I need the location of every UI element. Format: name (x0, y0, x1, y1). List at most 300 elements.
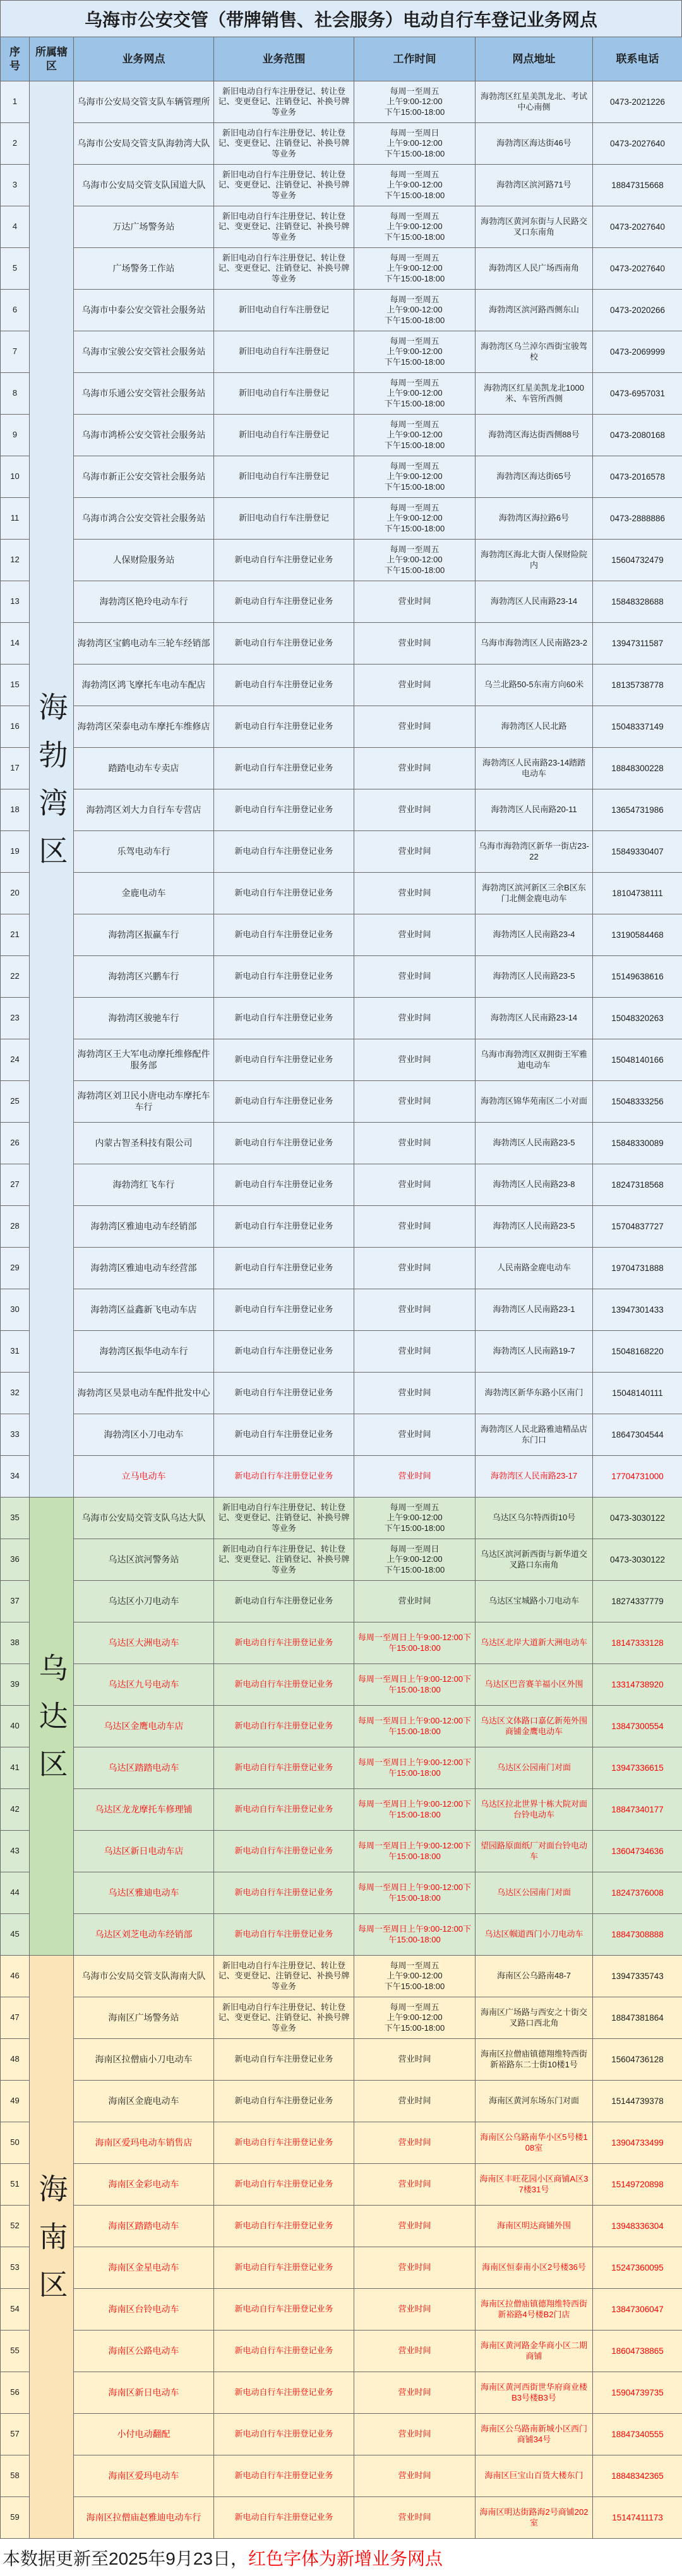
outlet-address: 海南区公乌路南华小区5号楼108室 (476, 2122, 593, 2164)
outlet-address: 海勃湾区人民南路20-11 (476, 789, 593, 831)
business-scope: 新电动自行车注册登记业务 (214, 956, 354, 998)
business-scope: 新旧电动自行车注册登记、转让登记、变更登记、注销登记、补换号牌等业务 (214, 1498, 354, 1539)
outlet-address: 乌达区北岸大道新大洲电动车 (476, 1622, 593, 1664)
row-number: 55 (1, 2331, 30, 2372)
outlet-address: 海勃湾区红星美凯龙北、考试中心南侧 (476, 81, 593, 123)
outlet-name: 海勃湾区荣泰电动车摩托车维修店 (74, 706, 214, 748)
working-hours-line: 上午9:00-12:00 (386, 138, 443, 148)
outlet-address: 乌达区宝城路小刀电动车 (476, 1581, 593, 1622)
table-row (1, 2289, 682, 2331)
table-row (1, 2039, 682, 2081)
contact-phone: 0473-2080168 (593, 415, 682, 456)
working-hours (354, 1789, 476, 1831)
working-hours (354, 1706, 476, 1747)
working-hours-line: 上午9:00-12:00 (386, 555, 443, 565)
header-hours: 工作时间 (354, 37, 476, 81)
row-number: 19 (1, 831, 30, 873)
contact-phone: 18247376008 (593, 1872, 682, 1914)
outlet-name: 海勃湾红飞车行 (74, 1164, 214, 1206)
outlet-address: 海勃湾区滨河路71号 (476, 165, 593, 206)
working-hours-line: 下午15:00-18:00 (384, 523, 445, 533)
working-hours (354, 1414, 476, 1456)
outlet-name: 乌达区新日电动车店 (74, 1831, 214, 1872)
working-hours-line: 营业时间 (398, 721, 431, 731)
table-row (1, 2247, 682, 2289)
working-hours-line: 上午9:00-12:00 (386, 346, 443, 357)
business-scope: 新旧电动自行车注册登记、转让登记、变更登记、注销登记、补换号牌等业务 (214, 1997, 354, 2039)
row-number: 50 (1, 2122, 30, 2164)
outlet-address: 海勃湾区人民北路 (476, 706, 593, 748)
business-scope: 新旧电动自行车注册登记、转让登记、变更登记、注销登记、补换号牌等业务 (214, 123, 354, 165)
working-hours (354, 1997, 476, 2039)
business-scope: 新电动自行车注册登记业务 (214, 789, 354, 831)
working-hours-line: 营业时间 (398, 1596, 431, 1606)
contact-phone: 15048168220 (593, 1331, 682, 1373)
outlet-name: 乌海市公安局交管支队海勃湾大队 (74, 123, 214, 165)
working-hours-line: 营业时间 (398, 1471, 431, 1481)
row-number: 35 (1, 1498, 30, 1539)
table-row (1, 1706, 682, 1747)
outlet-name: 乌达区九号电动车 (74, 1664, 214, 1706)
district-label: 海勃湾区 (35, 692, 68, 884)
contact-phone: 0473-2021226 (593, 81, 682, 123)
working-hours-line: 营业时间 (398, 2137, 431, 2148)
table-row (1, 1498, 682, 1539)
working-hours-line: 每周一至周五 (390, 2002, 440, 2012)
working-hours (354, 1164, 476, 1206)
table-row (1, 2081, 682, 2122)
table-row (1, 1456, 682, 1498)
table-row (1, 373, 682, 415)
working-hours (354, 1498, 476, 1539)
outlet-address: 乌达区公园南门对面 (476, 1872, 593, 1914)
contact-phone: 18147333128 (593, 1622, 682, 1664)
row-number: 32 (1, 1373, 30, 1414)
working-hours-line: 每周一至周日上午9:00-12:00下午15:00-18:00 (357, 1757, 472, 1778)
working-hours-line: 每周一至周日上午9:00-12:00下午15:00-18:00 (357, 1674, 472, 1694)
row-number: 11 (1, 498, 30, 540)
business-scope: 新旧电动自行车注册登记、转让登记、变更登记、注销登记、补换号牌等业务 (214, 206, 354, 248)
row-number: 59 (1, 2497, 30, 2539)
working-hours-line: 每周一至周日 (390, 1544, 440, 1554)
outlet-address: 海南区公乌路南新城小区西门商铺34号 (476, 2414, 593, 2455)
contact-phone: 13947336615 (593, 1747, 682, 1789)
contact-phone: 0473-3030122 (593, 1539, 682, 1581)
working-hours-line: 营业时间 (398, 2054, 431, 2064)
working-hours-line: 营业时间 (398, 1138, 431, 1148)
contact-phone: 18847308888 (593, 1914, 682, 1956)
working-hours (354, 1289, 476, 1331)
district-label: 乌达区 (35, 1653, 68, 1797)
table-row (1, 123, 682, 165)
outlet-name: 乌达区金鹰电动车店 (74, 1706, 214, 1747)
working-hours (354, 540, 476, 581)
table-row (1, 581, 682, 623)
working-hours-line: 营业时间 (398, 971, 431, 981)
outlet-address: 海勃湾区滨河路西侧东山 (476, 290, 593, 331)
working-hours-line: 每周一至周五 (390, 377, 440, 387)
contact-phone: 13948336304 (593, 2206, 682, 2247)
working-hours-line: 每周一至周五 (390, 544, 440, 554)
working-hours-line: 下午15:00-18:00 (384, 1981, 445, 1991)
row-number: 43 (1, 1831, 30, 1872)
contact-phone: 15849330407 (593, 831, 682, 873)
working-hours-line: 每周一至周日上午9:00-12:00下午15:00-18:00 (357, 1840, 472, 1861)
working-hours-line: 营业时间 (398, 1304, 431, 1315)
outlet-name: 海勃湾区宝鹤电动车三轮车经销部 (74, 623, 214, 665)
district-cell (30, 1956, 74, 2539)
outlet-address: 乌海市海勃湾区双拥街王军雅迪电动车 (476, 1039, 593, 1081)
table-row (1, 165, 682, 206)
outlet-address: 海勃湾区人民南路23-5 (476, 1123, 593, 1164)
outlet-name: 海南区拉僧庙小刀电动车 (74, 2039, 214, 2081)
outlet-name: 乌海市鸿合公安交管社会服务站 (74, 498, 214, 540)
row-number: 44 (1, 1872, 30, 1914)
business-scope: 新电动自行车注册登记业务 (214, 1622, 354, 1664)
contact-phone: 15149638616 (593, 956, 682, 998)
row-number: 53 (1, 2247, 30, 2289)
row-number: 13 (1, 581, 30, 623)
working-hours (354, 1456, 476, 1498)
table-row (1, 2497, 682, 2539)
outlet-address: 海勃湾区人民南路23-8 (476, 1164, 593, 1206)
outlet-name: 海南区踏踏电动车 (74, 2206, 214, 2247)
working-hours-line: 上午9:00-12:00 (386, 1513, 443, 1523)
row-number: 39 (1, 1664, 30, 1706)
working-hours-line: 下午15:00-18:00 (384, 357, 445, 367)
business-scope: 新电动自行车注册登记业务 (214, 2081, 354, 2122)
business-scope: 新旧电动自行车注册登记 (214, 373, 354, 415)
row-number: 3 (1, 165, 30, 206)
business-scope: 新旧电动自行车注册登记、转让登记、变更登记、注销登记、补换号牌等业务 (214, 165, 354, 206)
contact-phone: 18604738865 (593, 2331, 682, 2372)
contact-phone: 0473-2888886 (593, 498, 682, 540)
outlet-name: 内蒙古智圣科技有限公司 (74, 1123, 214, 1164)
contact-phone: 15048140166 (593, 1039, 682, 1081)
table-row (1, 1664, 682, 1706)
outlet-name: 海南区爱玛电动车销售店 (74, 2122, 214, 2164)
row-number: 42 (1, 1789, 30, 1831)
outlet-name: 海勃湾区振华电动车行 (74, 1331, 214, 1373)
working-hours-line: 每周一至周五 (390, 294, 440, 304)
table-row (1, 1289, 682, 1331)
table-row (1, 873, 682, 914)
working-hours (354, 206, 476, 248)
working-hours-line: 每周一至周五 (390, 1960, 440, 1970)
row-number: 28 (1, 1206, 30, 1248)
business-scope: 新电动自行车注册登记业务 (214, 873, 354, 914)
working-hours (354, 456, 476, 498)
working-hours-line: 下午15:00-18:00 (384, 565, 445, 575)
table-row (1, 2455, 682, 2497)
contact-phone: 15144739378 (593, 2081, 682, 2122)
contact-phone: 15048333256 (593, 1081, 682, 1123)
working-hours (354, 1831, 476, 1872)
working-hours-line: 营业时间 (398, 2179, 431, 2189)
business-scope: 新电动自行车注册登记业务 (214, 1248, 354, 1289)
working-hours-line: 营业时间 (398, 2387, 431, 2397)
outlet-address: 海南区拉僧庙镇德翔维特西街新裕路4号楼B2门店 (476, 2289, 593, 2331)
table-row (1, 998, 682, 1039)
outlet-name: 乐驾电动车行 (74, 831, 214, 873)
business-scope: 新电动自行车注册登记业务 (214, 1123, 354, 1164)
table-row (1, 1123, 682, 1164)
working-hours (354, 2122, 476, 2164)
working-hours (354, 415, 476, 456)
outlet-address: 海勃湾区黄河东街与人民路交叉口东南角 (476, 206, 593, 248)
contact-phone: 15604732479 (593, 540, 682, 581)
outlet-name: 乌海市公安局交管支队车辆管理所 (74, 81, 214, 123)
outlet-name: 海南区金星电动车 (74, 2247, 214, 2289)
outlet-address: 海勃湾区人民南路23-5 (476, 956, 593, 998)
outlet-name: 广场警务工作站 (74, 248, 214, 290)
contact-phone: 13654731986 (593, 789, 682, 831)
row-number: 10 (1, 456, 30, 498)
business-scope: 新电动自行车注册登记业务 (214, 914, 354, 956)
working-hours-line: 下午15:00-18:00 (384, 440, 445, 450)
working-hours-line: 营业时间 (398, 846, 431, 856)
row-number: 12 (1, 540, 30, 581)
working-hours (354, 2247, 476, 2289)
outlet-name: 乌达区小刀电动车 (74, 1581, 214, 1622)
table-row (1, 665, 682, 706)
row-number: 51 (1, 2164, 30, 2206)
contact-phone: 17704731000 (593, 1456, 682, 1498)
outlet-address: 海勃湾区人民南路23-4 (476, 914, 593, 956)
working-hours-line: 营业时间 (398, 2471, 431, 2481)
business-scope: 新电动自行车注册登记业务 (214, 998, 354, 1039)
working-hours-line: 营业时间 (398, 1013, 431, 1023)
table-row (1, 2414, 682, 2455)
row-number: 33 (1, 1414, 30, 1456)
row-number: 57 (1, 2414, 30, 2455)
update-note-text: 本数据更新至2025年9月23日， (3, 2549, 249, 2568)
working-hours-line: 每周一至周日上午9:00-12:00下午15:00-18:00 (357, 1799, 472, 1819)
contact-phone: 0473-2027640 (593, 248, 682, 290)
outlet-address: 海勃湾区人民北路雅迪精品店东门口 (476, 1414, 593, 1456)
header-phone: 联系电话 (593, 37, 682, 81)
row-number: 24 (1, 1039, 30, 1081)
working-hours-line: 下午15:00-18:00 (384, 1564, 445, 1575)
working-hours-line: 下午15:00-18:00 (384, 315, 445, 325)
working-hours-line: 上午9:00-12:00 (386, 471, 443, 482)
business-scope: 新旧电动自行车注册登记 (214, 415, 354, 456)
working-hours-line: 营业时间 (398, 763, 431, 773)
row-number: 40 (1, 1706, 30, 1747)
working-hours-line: 每周一至周五 (390, 169, 440, 179)
working-hours-line: 上午9:00-12:00 (386, 430, 443, 440)
working-hours (354, 1914, 476, 1956)
district-cell (30, 1498, 74, 1956)
row-number: 18 (1, 789, 30, 831)
outlet-name: 小付电动翻配 (74, 2414, 214, 2455)
outlet-name: 乌海市公安局交管支队国道大队 (74, 165, 214, 206)
working-hours-line: 每周一至周日上午9:00-12:00下午15:00-18:00 (357, 1632, 472, 1653)
working-hours-line: 每周一至周五 (390, 211, 440, 221)
outlet-name: 海南区爱玛电动车 (74, 2455, 214, 2497)
working-hours (354, 1039, 476, 1081)
business-scope: 新电动自行车注册登记业务 (214, 1039, 354, 1081)
working-hours-line: 下午15:00-18:00 (384, 2023, 445, 2033)
business-scope: 新电动自行车注册登记业务 (214, 623, 354, 665)
table-row (1, 2331, 682, 2372)
outlet-address: 乌海市海勃湾区人民南路23-2 (476, 623, 593, 665)
outlet-address: 望园路原面纸厂对面台铃电动车 (476, 1831, 593, 1872)
table-row (1, 81, 682, 123)
outlet-name: 立马电动车 (74, 1456, 214, 1498)
row-number: 34 (1, 1456, 30, 1498)
working-hours-line: 每周一至周五 (390, 502, 440, 512)
row-number: 45 (1, 1914, 30, 1956)
business-scope: 新旧电动自行车注册登记、转让登记、变更登记、注销登记、补换号牌等业务 (214, 1539, 354, 1581)
outlet-address: 海勃湾区乌兰淖尔西街宝骏驾校 (476, 331, 593, 373)
contact-phone: 13847306047 (593, 2289, 682, 2331)
business-scope: 新电动自行车注册登记业务 (214, 1331, 354, 1373)
district-label: 海南区 (35, 2173, 68, 2318)
working-hours-line: 营业时间 (398, 805, 431, 815)
working-hours-line: 下午15:00-18:00 (384, 398, 445, 408)
contact-phone: 15048320263 (593, 998, 682, 1039)
outlet-address: 海南区黄河路金华商小区二期商铺 (476, 2331, 593, 2372)
working-hours (354, 581, 476, 623)
table-row (1, 1747, 682, 1789)
working-hours-line: 下午15:00-18:00 (384, 482, 445, 492)
contact-phone: 18104738111 (593, 873, 682, 914)
contact-phone: 0473-3030122 (593, 1498, 682, 1539)
outlet-name: 乌达区踏踏电动车 (74, 1747, 214, 1789)
working-hours (354, 665, 476, 706)
row-number: 16 (1, 706, 30, 748)
business-scope: 新电动自行车注册登记业务 (214, 831, 354, 873)
outlet-name: 海勃湾区刘大力自行车专营店 (74, 789, 214, 831)
business-scope: 新电动自行车注册登记业务 (214, 1872, 354, 1914)
working-hours-line: 营业时间 (398, 2221, 431, 2231)
working-hours-line: 上午9:00-12:00 (386, 2012, 443, 2023)
table-row (1, 914, 682, 956)
business-scope: 新电动自行车注册登记业务 (214, 1289, 354, 1331)
contact-phone: 18135738778 (593, 665, 682, 706)
outlet-name: 乌海市中泰公安交管社会服务站 (74, 290, 214, 331)
working-hours-line: 营业时间 (398, 638, 431, 648)
working-hours (354, 2039, 476, 2081)
row-number: 1 (1, 81, 30, 123)
outlet-address: 海南区明达街路海2号商铺202室 (476, 2497, 593, 2539)
outlet-name: 海南区新日电动车 (74, 2372, 214, 2414)
update-note (0, 2539, 682, 2576)
working-hours-line: 营业时间 (398, 2346, 431, 2356)
working-hours-line: 上午9:00-12:00 (386, 263, 443, 273)
contact-phone: 18847315668 (593, 165, 682, 206)
working-hours (354, 123, 476, 165)
business-scope: 新电动自行车注册登记业务 (214, 2247, 354, 2289)
table-row (1, 623, 682, 665)
outlet-address: 海南区广场路与西安之十街交叉路口西北角 (476, 1997, 593, 2039)
table-row (1, 1039, 682, 1081)
table-row (1, 1831, 682, 1872)
contact-phone: 13947335743 (593, 1956, 682, 1997)
business-scope: 新电动自行车注册登记业务 (214, 2039, 354, 2081)
working-hours (354, 1539, 476, 1581)
outlet-address: 海勃湾区人民广场西南角 (476, 248, 593, 290)
working-hours-line: 每周一至周五 (390, 1502, 440, 1512)
working-hours-line: 下午15:00-18:00 (384, 190, 445, 200)
business-scope: 新电动自行车注册登记业务 (214, 2414, 354, 2455)
table-row (1, 290, 682, 331)
outlet-address: 海勃湾区滨河新区三余B区东门北侧金鹿电动车 (476, 873, 593, 914)
working-hours (354, 1373, 476, 1414)
working-hours (354, 1123, 476, 1164)
outlet-name: 乌达区雅迪电动车 (74, 1872, 214, 1914)
outlet-address: 海南区黄河西街世华府商业楼B3号楼B3号 (476, 2372, 593, 2414)
row-number: 27 (1, 1164, 30, 1206)
working-hours-line: 上午9:00-12:00 (386, 513, 443, 523)
working-hours (354, 290, 476, 331)
working-hours-line: 营业时间 (398, 1346, 431, 1356)
business-scope: 新旧电动自行车注册登记、转让登记、变更登记、注销登记、补换号牌等业务 (214, 1956, 354, 1997)
business-scope: 新电动自行车注册登记业务 (214, 1747, 354, 1789)
outlet-address: 人民南路金鹿电动车 (476, 1248, 593, 1289)
outlet-name: 海南区金鹿电动车 (74, 2081, 214, 2122)
contact-phone: 13190584468 (593, 914, 682, 956)
contact-phone: 15048140111 (593, 1373, 682, 1414)
business-scope: 新电动自行车注册登记业务 (214, 1164, 354, 1206)
row-number: 8 (1, 373, 30, 415)
row-number: 52 (1, 2206, 30, 2247)
working-hours-line: 营业时间 (398, 2262, 431, 2272)
row-number: 54 (1, 2289, 30, 2331)
outlet-address: 海勃湾区海达街西侧88号 (476, 415, 593, 456)
outlet-address: 海勃湾区人民南路23-5 (476, 1206, 593, 1248)
outlet-name: 乌达区龙龙摩托车修理铺 (74, 1789, 214, 1831)
contact-phone: 15904739735 (593, 2372, 682, 2414)
table-row (1, 2206, 682, 2247)
contact-phone: 13904733499 (593, 2122, 682, 2164)
working-hours (354, 2289, 476, 2331)
outlet-name: 乌海市宝骏公安交管社会服务站 (74, 331, 214, 373)
business-scope: 新电动自行车注册登记业务 (214, 665, 354, 706)
outlet-address: 海勃湾区人民南路23-14踏踏电动车 (476, 748, 593, 789)
contact-phone: 18274337779 (593, 1581, 682, 1622)
contact-phone: 0473-2069999 (593, 331, 682, 373)
table-row (1, 706, 682, 748)
outlet-address: 乌达区拉北世界十栋大院对面台铃电动车 (476, 1789, 593, 1831)
table-row (1, 1539, 682, 1581)
working-hours (354, 165, 476, 206)
working-hours-line: 营业时间 (398, 2429, 431, 2439)
working-hours (354, 2455, 476, 2497)
business-scope: 新电动自行车注册登记业务 (214, 2206, 354, 2247)
contact-phone: 18647304544 (593, 1414, 682, 1456)
contact-phone: 18848342365 (593, 2455, 682, 2497)
outlet-name: 海勃湾区雅迪电动车经销部 (74, 1206, 214, 1248)
contact-phone: 0473-6957031 (593, 373, 682, 415)
table-row (1, 1331, 682, 1373)
business-scope: 新旧电动自行车注册登记 (214, 331, 354, 373)
outlet-name: 海勃湾区王大军电动摩托维修配件服务部 (74, 1039, 214, 1081)
outlet-name: 海南区拉僧庙赵雅迪电动车行 (74, 2497, 214, 2539)
working-hours (354, 1581, 476, 1622)
outlet-address: 海勃湾区人民南路23-14 (476, 998, 593, 1039)
outlet-table-wrapper[interactable] (0, 37, 682, 2539)
page-title: 乌海市公安交管（带牌销售、社会服务）电动自行车登记业务网点 (0, 0, 682, 37)
outlet-address: 海南区拉僧庙镇德翔维特西街新裕路东二士街10楼1号 (476, 2039, 593, 2081)
table-row (1, 248, 682, 290)
outlet-name: 海勃湾区雅迪电动车经营部 (74, 1248, 214, 1289)
table-row (1, 498, 682, 540)
row-number: 49 (1, 2081, 30, 2122)
row-number: 26 (1, 1123, 30, 1164)
row-number: 15 (1, 665, 30, 706)
